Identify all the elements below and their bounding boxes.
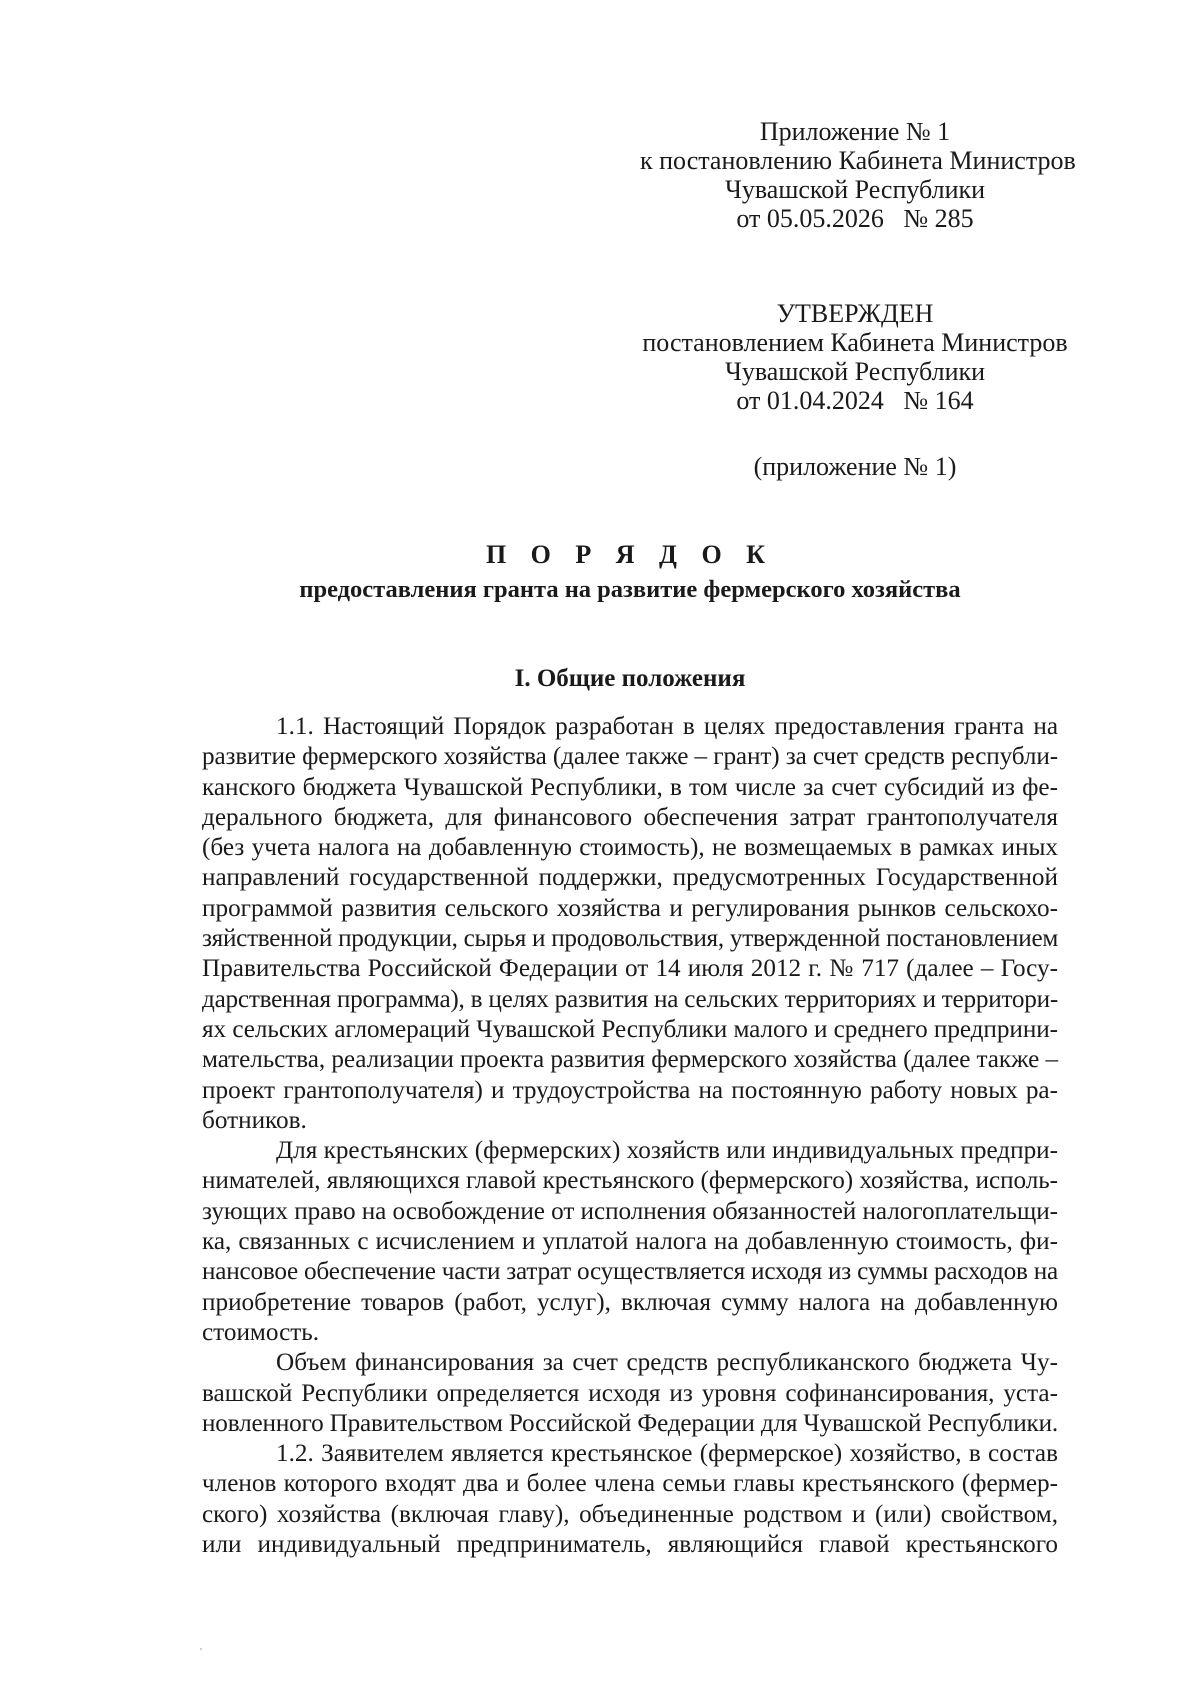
text-line: развитие фермерского хозяйства (далее также – грант) за счет средств республи- (202, 743, 1058, 771)
text-line: или индивидуальный предприниматель, являющийся главой крестьянского (202, 1531, 1058, 1559)
document-subtitle: предоставления гранта на развитие фермерского хозяйства (299, 576, 961, 603)
section-heading: I. Общие положения (514, 665, 746, 692)
text-line: проект грантополучателя) и трудоустройства на постоянную работу новых ра- (202, 1076, 1058, 1104)
text-line: нансовое обеспечение части затрат осуществляется исходя из суммы расходов на (202, 1258, 1059, 1286)
text-line: направлений государственной поддержки, предусмотренных Государственной (202, 864, 1058, 892)
text-line: дарственная программа), в целях развития на сельских территориях и территори- (202, 985, 1058, 1013)
text-line: дерального бюджета, для финансового обеспечения затрат грантополучателя (202, 803, 1058, 831)
approval-line: УТВЕРЖДЕН (776, 299, 934, 328)
paragraph (202, 1348, 1058, 1439)
approval-stamp-block (640, 299, 1070, 415)
text-line: канского бюджета Чувашской Республики, в том числе за счет субсидий из фе- (202, 773, 1058, 801)
text-line: Правительства Российской Федерации от 14 июля 2012 г. № 717 (далее – Госу- (202, 955, 1058, 983)
text-line: программой развития сельского хозяйства и регулирования рынков сельскохо- (202, 894, 1058, 922)
text-line: Объем финансирования за счет средств республиканского бюджета Чу- (276, 1349, 1058, 1377)
text-line: ях сельских агломераций Чувашской Республики малого и среднего предприни- (202, 1015, 1059, 1043)
text-line: членов которого входят два и более члена семьи главы крестьянского (фермер- (202, 1470, 1058, 1498)
text-line: 1.1. Настоящий Порядок разработан в целях предоставления гранта на (276, 713, 1058, 740)
text-line: стоимость. (202, 1318, 320, 1346)
appendix-header-line: к постановлению Кабинета Министров (640, 146, 1076, 175)
text-line: ского) хозяйства (включая главу), объединенные родством и (или) свойством, (202, 1500, 1058, 1528)
appendix-header-line: Чувашской Республики (724, 175, 986, 204)
text-line: зяйственной продукции, сырья и продовольствия, утвержденной постановлением (202, 925, 1058, 953)
approval-line: постановлением Кабинета Министров (642, 328, 1068, 357)
appendix-reference: (приложение № 1) (753, 452, 957, 481)
appendix-header (640, 117, 1076, 233)
text-line: зующих право на освобождение от исполнения обязанностей налогоплательщи- (202, 1197, 1058, 1225)
approval-line: Чувашской Республики (724, 357, 986, 386)
paragraph (202, 1136, 1058, 1348)
text-line: ботников. (202, 1106, 307, 1134)
text-line: Для крестьянских (фермерских) хозяйств или индивидуальных предпри- (276, 1137, 1059, 1165)
text-line: вашской Республики определяется исходя из уровня софинансирования, уста- (202, 1379, 1058, 1407)
text-line: приобретение товаров (работ, услуг), включая сумму налога на добавленную (202, 1288, 1058, 1316)
approval-line: от 01.04.2024 № 164 (736, 386, 974, 415)
text-line: 1.2. Заявителем является крестьянское (фермерское) хозяйство, в состав (276, 1440, 1058, 1468)
text-line: мательства, реализации проекта развития фермерского хозяйства (далее также – (202, 1046, 1058, 1074)
text-line: нимателей, являющихся главой крестьянского (фермерского) хозяйства, исполь- (202, 1167, 1059, 1195)
scan-speck (200, 1648, 202, 1650)
appendix-header-line: Приложение № 1 (759, 117, 951, 146)
paragraph (202, 712, 1058, 1136)
document-title: П О Р Я Д О К (485, 540, 775, 569)
appendix-header-line: от 05.05.2026 № 285 (736, 204, 974, 233)
text-line: новленного Правительством Российской Федерации для Чувашской Республики. (202, 1409, 1059, 1437)
text-line: ка, связанных с исчислением и уплатой налога на добавленную стоимость, фи- (202, 1228, 1058, 1256)
body-text (202, 712, 1058, 1560)
paragraph (202, 1439, 1058, 1560)
text-line: (без учета налога на добавленную стоимость), не возмещаемых в рамках иных (202, 834, 1058, 862)
